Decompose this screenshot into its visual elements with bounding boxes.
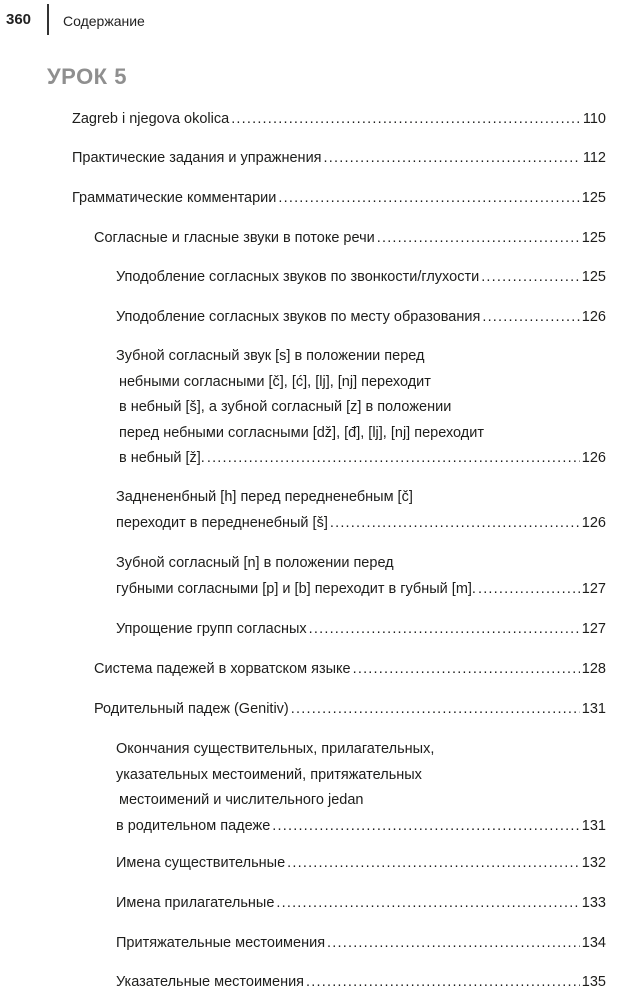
dot-leader [377, 226, 580, 252]
dot-leader [478, 577, 580, 603]
toc-page-number: 126 [581, 450, 606, 466]
toc-entry-final-line [116, 265, 606, 291]
toc-entry-title: Притяжательные местоимения [116, 935, 326, 951]
toc-entry-line: перед небными согласными [dž], [đ], [lj], [nj] переходит [119, 424, 484, 441]
dot-leader [330, 511, 580, 537]
toc-entry-title: Имена прилагательные [116, 895, 275, 911]
toc-entry-title: Упрощение групп согласных [116, 621, 307, 637]
toc-entry [116, 737, 606, 839]
toc-entry-final-line [116, 851, 606, 877]
toc-entry [72, 146, 606, 172]
toc-page-number: 125 [581, 230, 606, 246]
toc-entry-line: небными согласными [č], [ć], [lj], [nj] переходит [119, 373, 431, 390]
toc-entry-title: переходит в передненебный [š] [116, 514, 328, 531]
toc-page-number: 125 [581, 269, 606, 285]
toc-entry [94, 657, 606, 683]
toc-page-number: 132 [581, 855, 606, 871]
dot-leader [276, 891, 579, 917]
toc-entry [116, 970, 606, 996]
toc-entry-title: Уподобление согласных звуков по месту образования [116, 309, 481, 325]
dot-leader [272, 814, 580, 840]
toc-entry-final-line [116, 970, 606, 996]
toc-entry [94, 697, 606, 723]
toc-entry-line: указательных местоимений, притяжательных [116, 766, 422, 783]
toc-entry-title: Указательные местоимения [116, 974, 305, 990]
toc-page-number: 127 [581, 621, 606, 637]
toc-page-number: 112 [582, 150, 606, 166]
toc-entry [116, 265, 606, 291]
dot-leader [327, 931, 580, 957]
toc-entry [116, 851, 606, 877]
toc-entry [116, 617, 606, 643]
dot-leader [306, 970, 580, 996]
running-title: Содержание [63, 13, 145, 29]
toc-page-number: 133 [581, 895, 606, 911]
toc-entry [116, 891, 606, 917]
toc-entry-line: Зубной согласный [n] в положении перед [116, 555, 394, 571]
dot-leader [353, 657, 580, 683]
toc-entry-title: губными согласными [p] и [b] переходит в губный [m]. [116, 580, 476, 597]
toc-entry-line: местоимений и числительного jedan [119, 792, 364, 808]
toc-entry-title: Система падежей в хорватском языке [94, 661, 351, 677]
toc-entry-title: Согласные и гласные звуки в потоке речи [94, 230, 375, 246]
toc-entry-final-line [94, 226, 606, 252]
toc-page-number: 110 [582, 111, 606, 127]
dot-leader [309, 617, 580, 643]
toc-entry-title: Имена существительные [116, 855, 286, 871]
toc-entry-title: Zagreb i njegova okolica [72, 111, 230, 127]
toc-entry-final-line [116, 446, 606, 472]
toc-entry-final-line [116, 577, 606, 603]
toc-entry [116, 344, 606, 472]
toc-entry-final-line [116, 891, 606, 917]
dot-leader [231, 107, 581, 133]
toc-entry-final-line [116, 305, 606, 331]
toc-entry [116, 931, 606, 957]
toc-entry-final-line [116, 511, 606, 537]
toc-entry [72, 107, 606, 133]
toc-page-number: 125 [581, 190, 606, 206]
toc-page-number: 131 [581, 701, 606, 717]
toc-entry-line: Заднененбный [h] перед передненебным [č] [116, 489, 413, 505]
toc-entry-line: Окончания существительных, прилагательных, [116, 741, 435, 757]
toc-page-number: 127 [581, 580, 606, 597]
toc-entry-line: Зубной согласный звук [s] в положении перед [116, 348, 425, 364]
toc-entry-final-line [116, 617, 606, 643]
toc-entry [116, 485, 606, 536]
toc-entry-final-line [72, 186, 606, 212]
toc-entry-title: Практические задания и упражнения [72, 150, 322, 166]
toc-entry-title: в родительном падеже [116, 817, 271, 834]
toc-entry-title: Уподобление согласных звуков по звонкости/глухости [116, 269, 480, 285]
toc-entry-final-line [72, 107, 606, 133]
toc-entry-final-line [94, 697, 606, 723]
toc-entry [94, 226, 606, 252]
toc-entry-final-line [72, 146, 606, 172]
dot-leader [324, 146, 581, 172]
toc-page-number: 126 [581, 514, 606, 531]
dot-leader [482, 305, 579, 331]
dot-leader [287, 851, 580, 877]
toc-entry-title: Грамматические комментарии [72, 190, 277, 206]
toc-page-number: 131 [581, 817, 606, 834]
toc-entry-title: Родительный падеж (Genitiv) [94, 701, 289, 717]
toc-entry-final-line [116, 931, 606, 957]
toc-entry [72, 186, 606, 212]
dot-leader [291, 697, 580, 723]
dot-leader [207, 446, 580, 472]
dot-leader [481, 265, 580, 291]
toc-page-number: 128 [581, 661, 606, 677]
dot-leader [278, 186, 579, 212]
toc-page-number: 135 [581, 974, 606, 990]
lesson-heading: УРОК 5 [47, 64, 127, 89]
page-number: 360 [6, 11, 32, 28]
toc-entry [116, 551, 606, 602]
toc-page-number: 134 [581, 935, 606, 951]
toc-entry-final-line [94, 657, 606, 683]
toc-entry [116, 305, 606, 331]
toc-page-number: 126 [581, 309, 606, 325]
toc-entry-line: в небный [š], а зубной согласный [z] в положении [119, 399, 452, 415]
toc-entry-final-line [116, 814, 606, 840]
toc-entry-title: в небный [ž]. [119, 450, 205, 466]
